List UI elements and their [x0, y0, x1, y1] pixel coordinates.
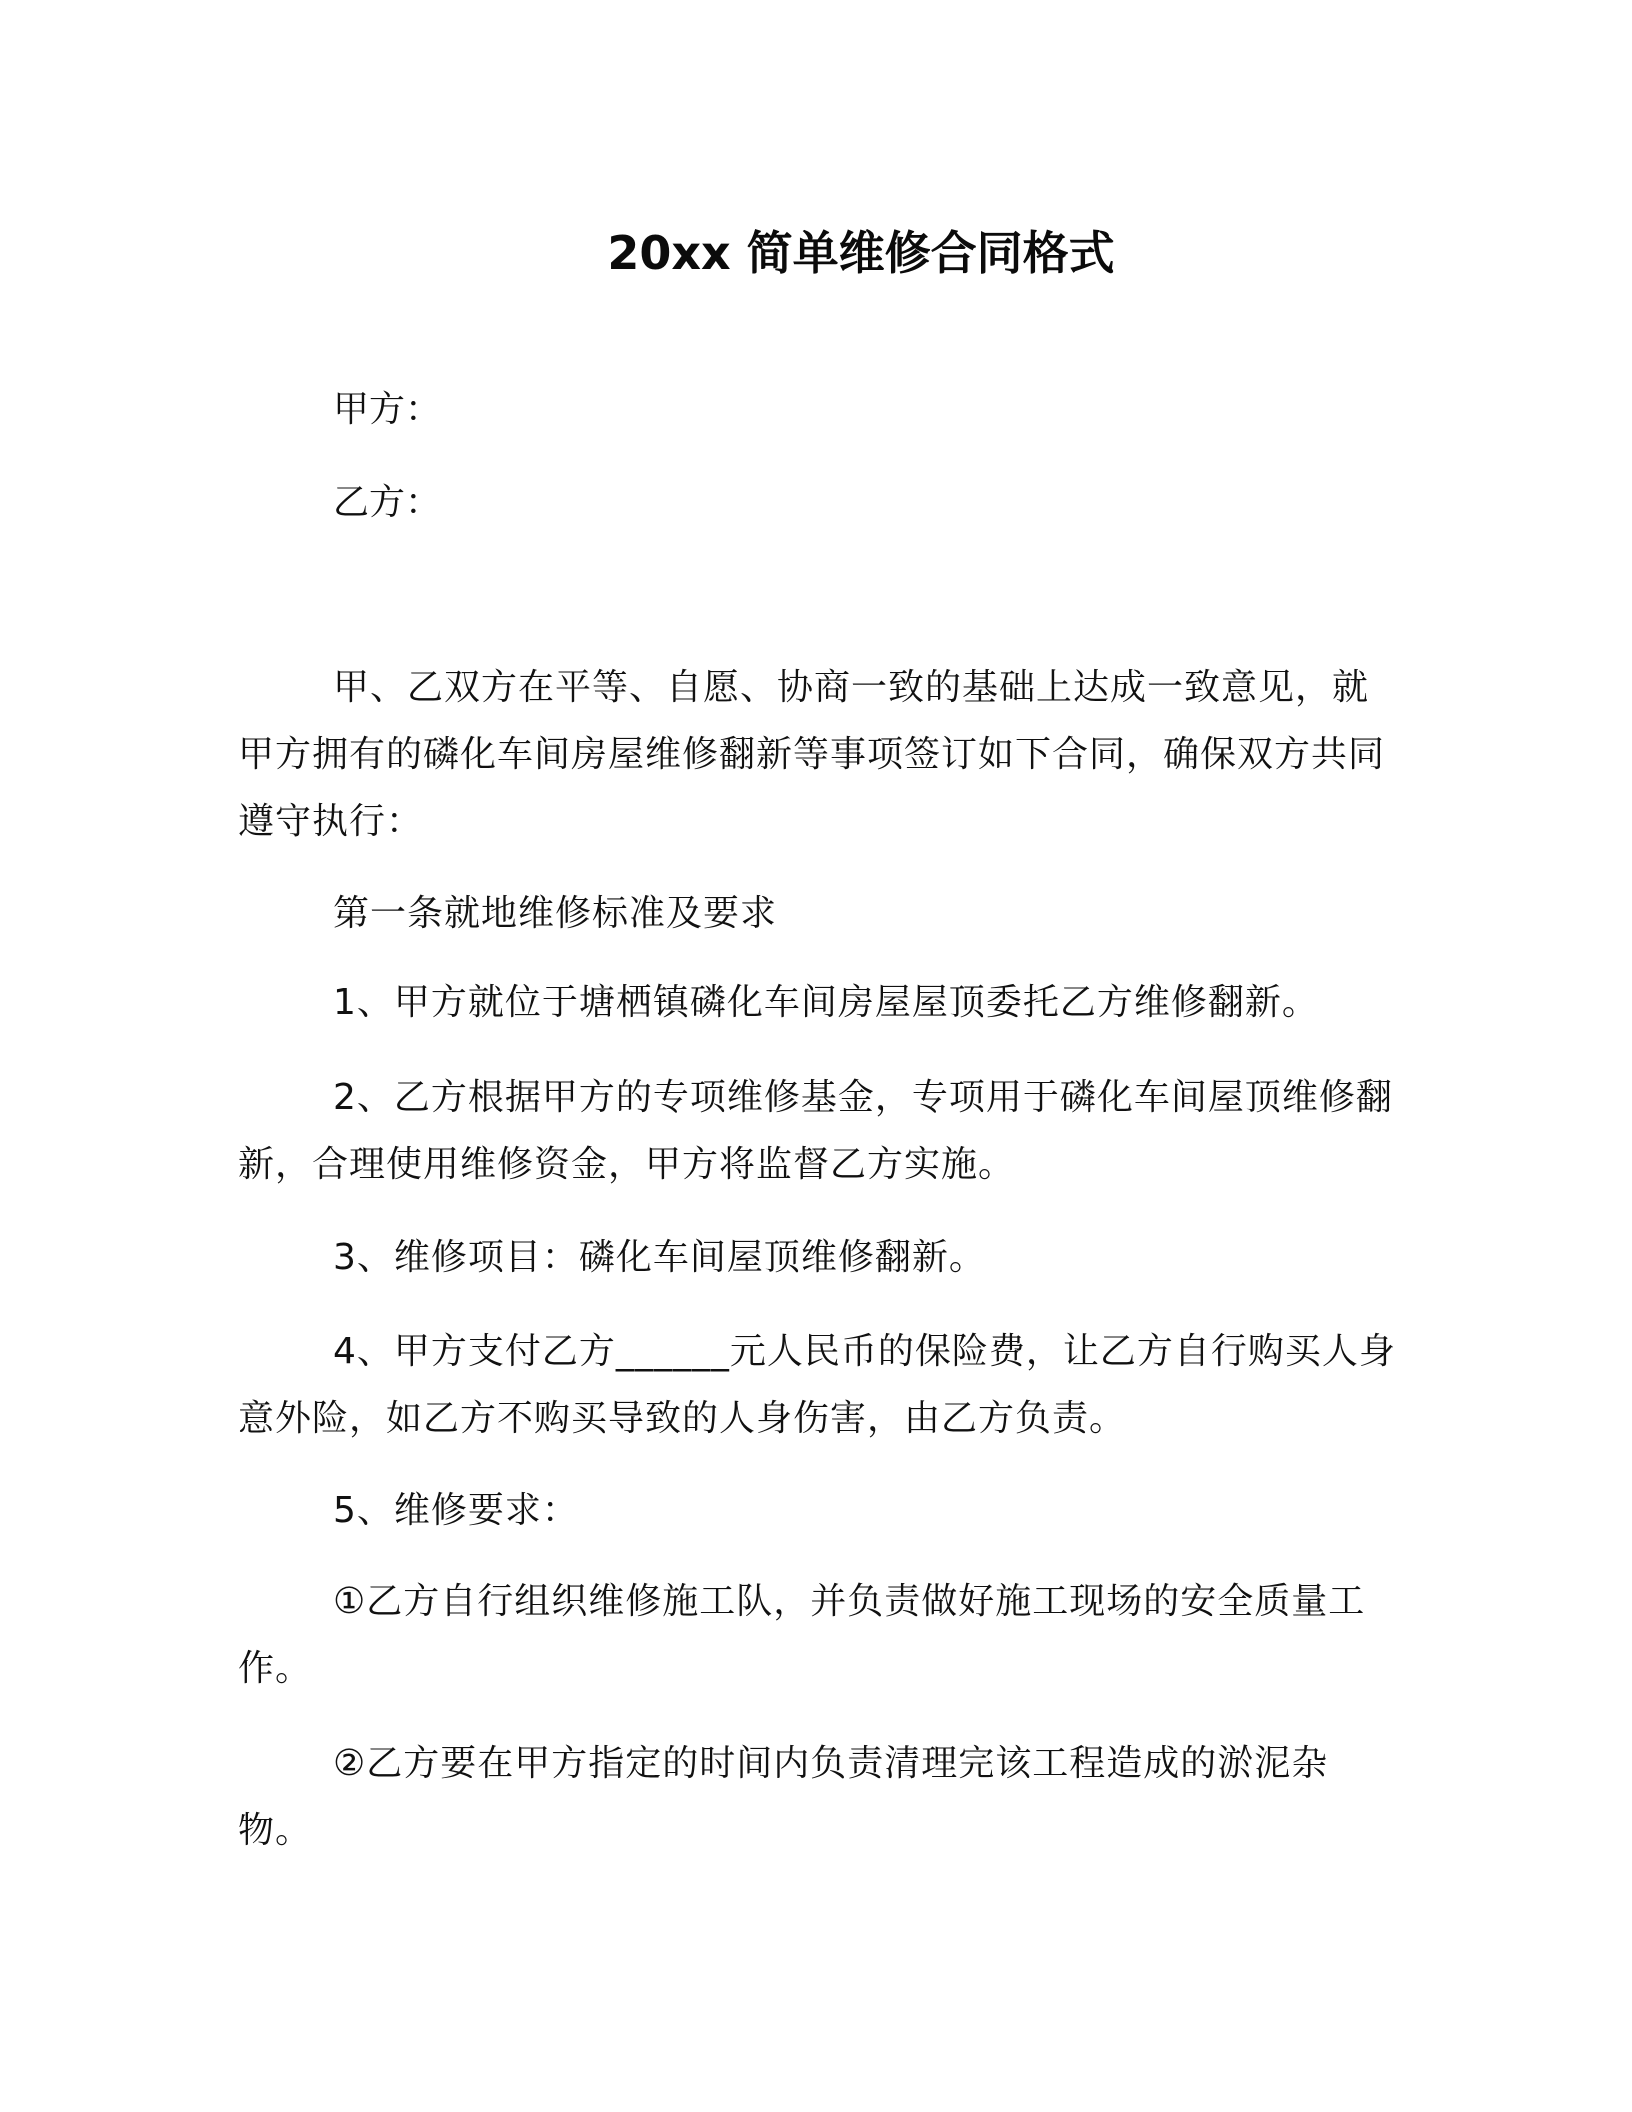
clause-3: 3、维修项目：磷化车间屋顶维修翻新。	[333, 1237, 986, 1278]
party-a-label: 甲方：	[333, 389, 442, 430]
clause-4: 4、甲方支付乙方______元人民币的保险费，让乙方自行购买人身意外险，如乙方不购买导致的人身伤害，由乙方负责。	[238, 1331, 1396, 1439]
clause-2: 2、乙方根据甲方的专项维修基金，专项用于磷化车间屋顶维修翻新，合理使用维修资金，甲方将监督乙方实施。	[238, 1077, 1393, 1185]
intro-paragraph: 甲、乙双方在平等、自愿、协商一致的基础上达成一致意见，就甲方拥有的磷化车间房屋维修翻新等事项签订如下合同，确保双方共同遵守执行：	[238, 667, 1386, 842]
document-title: 20xx 简单维修合同格式	[607, 226, 1115, 280]
requirement-1: ①乙方自行组织维修施工队，并负责做好施工现场的安全质量工作。	[238, 1581, 1366, 1689]
requirement-2: ②乙方要在甲方指定的时间内负责清理完该工程造成的淤泥杂物。	[238, 1743, 1329, 1851]
article-heading: 第一条就地维修标准及要求	[333, 893, 778, 934]
clause-1: 1、甲方就位于塘栖镇磷化车间房屋屋顶委托乙方维修翻新。	[333, 982, 1319, 1023]
party-b-label: 乙方：	[333, 482, 442, 523]
clause-5: 5、维修要求：	[333, 1490, 579, 1531]
